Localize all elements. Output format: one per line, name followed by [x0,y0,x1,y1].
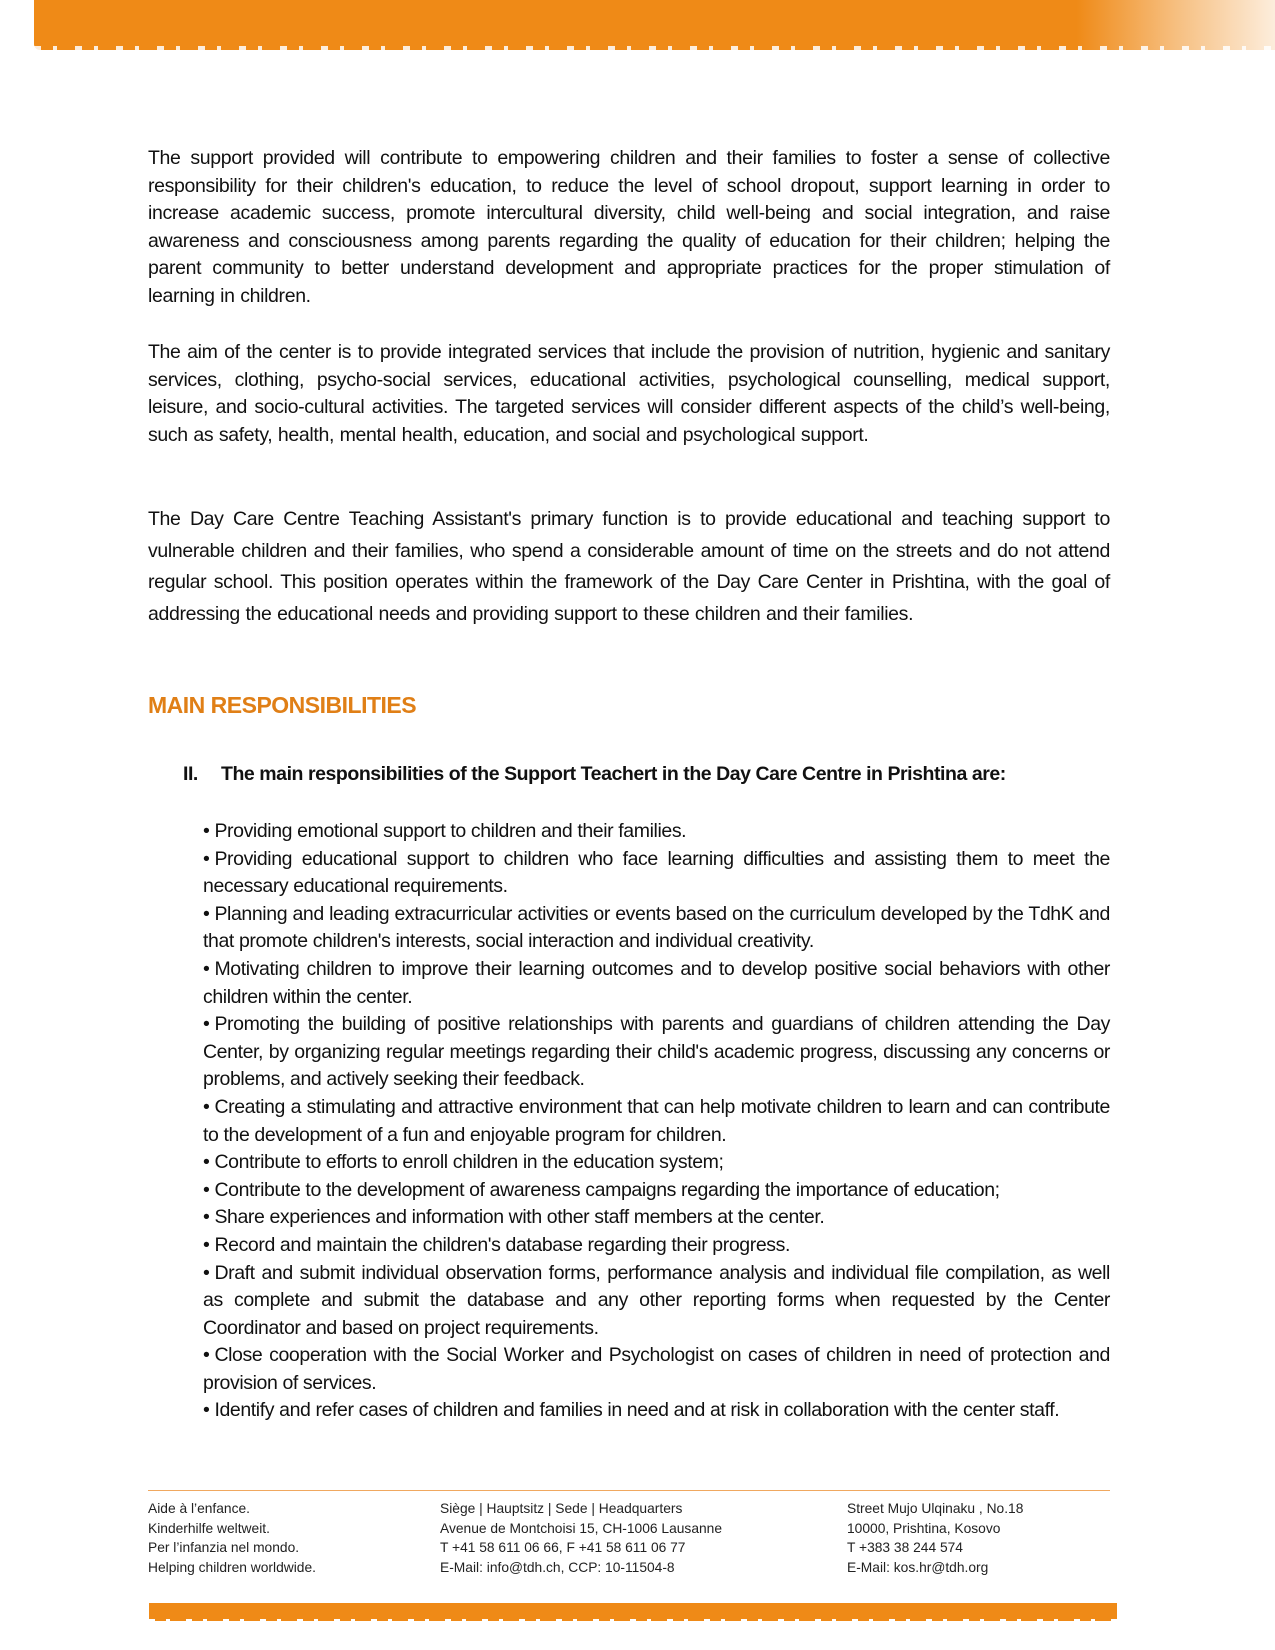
bottom-brush-stroke-decoration [149,1603,1117,1621]
bullet-icon: • [203,1399,210,1422]
responsibility-item [203,846,1110,901]
bullet-icon: • [203,1261,210,1284]
responsibility-item [203,1094,1110,1149]
footer-kosovo-phone: T +383 38 244 574 [847,1540,963,1556]
footer-hq-address: Avenue de Montchoisi 15, CH-1006 Lausanne [440,1520,723,1536]
responsibility-item [203,1397,1110,1425]
responsibility-item [203,1260,1110,1343]
responsibility-item [203,818,1110,846]
responsibility-text: Providing emotional support to children and their families. [214,820,687,842]
responsibility-text: Close cooperation with the Social Worker and Psychologist on cases of children in need of protection and provision of services. [203,1344,1110,1394]
responsibility-item [203,956,1110,1011]
responsibility-item [203,1342,1110,1397]
responsibility-item [203,1177,1110,1205]
footer-hq-label: Siège | Hauptsitz | Sede | Headquarters [440,1501,683,1516]
footer-kosovo-city: 10000, Prishtina, Kosovo [847,1520,1001,1536]
responsibility-text: Providing educational support to children who face learning difficulties and assisting them to meet the necessary educational requirements. [203,847,1110,898]
bullet-icon: • [203,1151,210,1174]
footer-kosovo-office [847,1499,1023,1577]
responsibility-item [203,1232,1110,1260]
paragraph-support: The support provided will contribute to empowering children and their families to foster a sense of collective responsibility for their children's education, to reduce the level of school dropout, support learning in order to increase academic success, promote intercultural diversity, child well-being and social integration, and raise awareness and consciousness among parents regarding the quality of education for their children; helping the parent community to better understand development and appropriate practices for the proper stimulation of learning in children. [148,147,1110,307]
bullet-icon: • [203,847,210,870]
bullet-icon: • [203,1013,210,1036]
bullet-icon: • [203,902,210,925]
responsibility-text: Contribute to the development of awareness campaigns regarding the importance of education; [214,1178,1000,1201]
bullet-icon: • [203,1095,210,1118]
footer-hq-email: E-Mail: info@tdh.ch, CCP: 10-11504-8 [440,1559,675,1575]
footer-tagline-fr: Aide à l’enfance. [148,1501,251,1516]
responsibility-item [203,1149,1110,1177]
footer [148,1499,1110,1579]
footer-tagline-en: Helping children worldwide. [148,1559,316,1575]
footer-headquarters [440,1499,722,1577]
responsibility-text: Motivating children to improve their learning outcomes and to develop positive social behaviors with other children within the center. [203,957,1110,1008]
responsibility-text: Share experiences and information with other staff members at the center. [214,1206,825,1229]
bullet-icon: • [203,820,210,842]
footer-hq-phone: T +41 58 611 06 66, F +41 58 611 06 77 [440,1540,686,1556]
footer-kosovo-street: Street Mujo Ulqinaku , No.18 [847,1501,1024,1516]
responsibility-text: Planning and leading extracurricular activities or events based on the curriculum developed by the TdhK and that promote children's interests, social interaction and individual creativity. [203,902,1110,953]
footer-divider [148,1490,1110,1491]
responsibilities-list [203,818,1110,1425]
paragraph-teaching-assistant: The Day Care Centre Teaching Assistant's primary function is to provide educational and teaching support to vulnerable children and their families, who spend a considerable amount of time on the streets and do not attend regular school. This position operates within the framework of the Day Care Center in Prishtina, with the goal of addressing the educational needs and providing support to these children and their families. [148,508,1110,625]
top-brush-stroke-decoration [34,0,1275,50]
responsibility-text: Identify and refer cases of children and families in need and at risk in collaboration with the center staff. [214,1399,1060,1422]
section-heading: MAIN RESPONSIBILITIES [148,692,417,718]
responsibility-text: Creating a stimulating and attractive environment that can help motivate children to learn and can contribute to the development of a fun and enjoyable program for children. [203,1095,1110,1146]
responsibility-item [203,901,1110,956]
footer-taglines [148,1499,316,1577]
footer-kosovo-email: E-Mail: kos.hr@tdh.org [847,1559,989,1575]
bullet-icon: • [203,957,210,980]
responsibility-text: Promoting the building of positive relationships with parents and guardians of children attending the Day Center, by organizing regular meetings regarding their child's academic progress, discussing any concerns or problems, and actively seeking their feedback. [203,1013,1110,1091]
paragraph-center-aim: The aim of the center is to provide integrated services that include the provision of nutrition, hygienic and sanitary services, clothing, psycho-social services, educational activities, psychological counselling, medical support, leisure, and socio-cultural activities. The targeted services will consider different aspects of the child’s well-being, such as safety, health, mental health, education, and social and psychological support. [148,341,1110,446]
bullet-icon: • [203,1233,210,1256]
responsibility-item [203,1011,1110,1094]
responsibility-item [203,1204,1110,1232]
responsibilities-subheading [183,763,1083,786]
subheading-text: The main responsibilities of the Support Teachert in the Day Care Centre in Prishtina are: [221,763,1006,785]
bullet-icon: • [203,1344,210,1367]
footer-tagline-it: Per l’infanzia nel mondo. [148,1540,300,1556]
bullet-icon: • [203,1178,210,1201]
footer-tagline-de: Kinderhilfe weltweit. [148,1520,270,1536]
bullet-icon: • [203,1206,210,1229]
responsibility-text: Record and maintain the children's database regarding their progress. [214,1233,790,1256]
responsibility-text: Contribute to efforts to enroll children in the education system; [214,1151,724,1174]
subheading-number: II. [183,763,198,785]
responsibility-text: Draft and submit individual observation forms, performance analysis and individual file compilation, as well as complete and submit the database and any other reporting forms when requested by the Center Coordinator and based on project requirements. [203,1261,1110,1339]
